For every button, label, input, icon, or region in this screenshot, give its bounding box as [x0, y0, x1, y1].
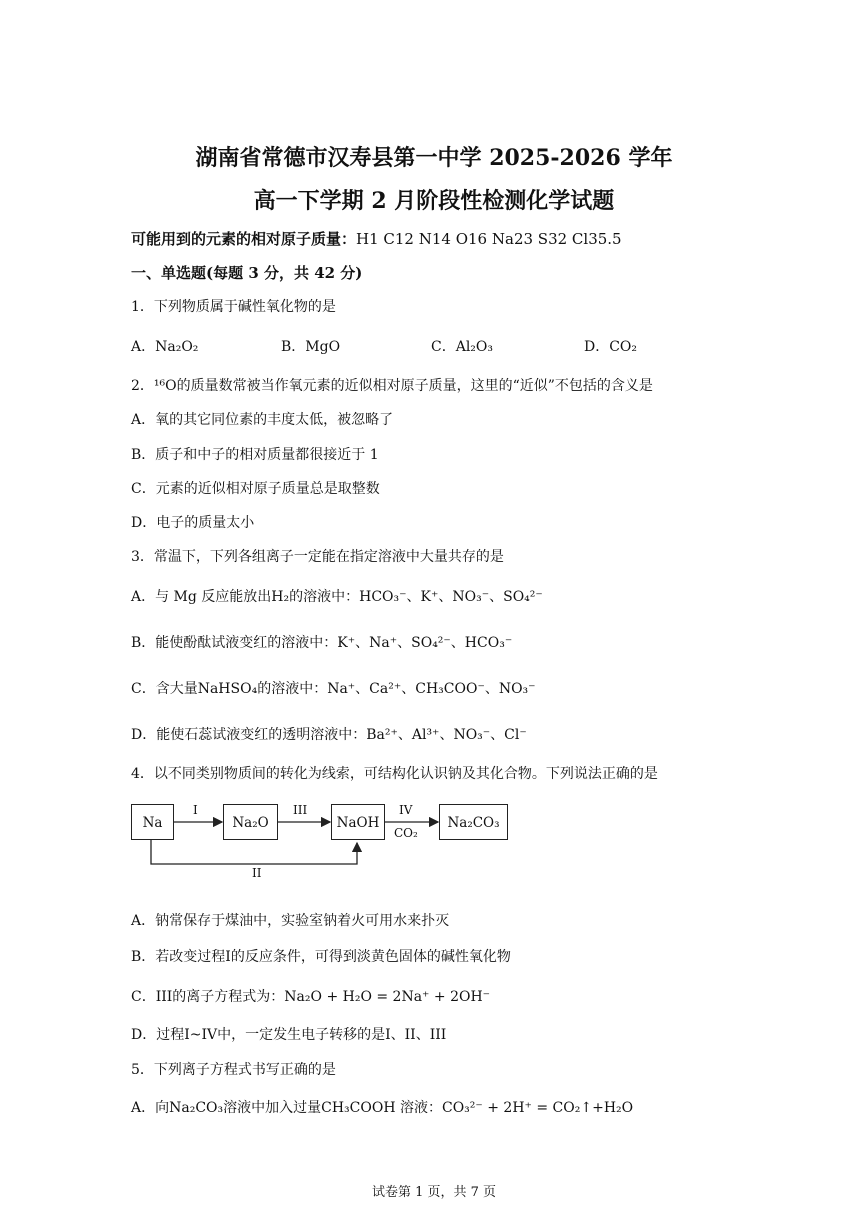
label-ii: II: [252, 866, 262, 880]
q4-option-a: A．钠常保存于煤油中，实验室钠着火可用水来扑灭: [131, 913, 450, 929]
atomic-masses: [131, 228, 622, 249]
question-5-stem: 5．下列离子方程式书写正确的是: [131, 1062, 336, 1078]
label-co2: CO₂: [394, 826, 418, 840]
question-3-stem: 3．常温下，下列各组离子一定能在指定溶液中大量共存的是: [131, 549, 504, 565]
q1-option-d: D．CO₂: [584, 339, 638, 355]
q2-option-c: C．元素的近似相对原子质量总是取整数: [131, 481, 380, 497]
q3-option-b: B．能使酚酞试液变红的溶液中：K⁺、Na⁺、SO₄²⁻、HCO₃⁻: [131, 635, 513, 651]
q1-option-c: C．Al₂O₃: [431, 339, 494, 355]
label-iii: III: [293, 803, 308, 817]
atomic-masses-values: H1 C12 N14 O16 Na23 S32 Cl35.5: [356, 230, 622, 248]
q4-option-c: C．III的离子方程式为：Na₂O + H₂O = 2Na⁺ + 2OH⁻: [131, 989, 491, 1005]
q3-option-d: D．能使石蕊试液变红的透明溶液中：Ba²⁺、Al³⁺、NO₃⁻、Cl⁻: [131, 727, 527, 743]
q2-option-d: D．电子的质量太小: [131, 515, 255, 531]
q4-option-d: D．过程I~IV中，一定发生电子转移的是I、II、III: [131, 1027, 447, 1043]
q2-option-b: B．质子和中子的相对质量都很接近于 1: [131, 447, 379, 463]
exam-title-line1: 湖南省常德市汉寿县第一中学 2025-2026 学年: [195, 145, 673, 171]
label-i: I: [193, 803, 198, 817]
arrow-ii: [151, 840, 357, 864]
section-heading: 一、单选题(每题 3 分，共 42 分): [131, 264, 363, 282]
node-na2o: Na₂O: [223, 804, 278, 840]
atomic-masses-label: 可能用到的元素的相对原子质量：: [131, 230, 357, 248]
q1-option-b: B．MgO: [281, 339, 341, 355]
q3-option-c: C．含大量NaHSO₄的溶液中：Na⁺、Ca²⁺、CH₃COO⁻、NO₃⁻: [131, 681, 536, 697]
q3-option-a: A．与 Mg 反应能放出H₂的溶液中：HCO₃⁻、K⁺、NO₃⁻、SO₄²⁻: [131, 589, 543, 605]
q2-option-a: A．氧的其它同位素的丰度太低，被忽略了: [131, 412, 394, 428]
question-2-stem: 2．¹⁶O的质量数常被当作氧元素的近似相对原子质量，这里的“近似”不包括的含义是: [131, 378, 653, 394]
q5-option-a: A．向Na₂CO₃溶液中加入过量CH₃COOH 溶液：CO₃²⁻ + 2H⁺ = CO₂↑+H₂O: [131, 1100, 634, 1116]
q4-option-b: B．若改变过程I的反应条件，可得到淡黄色固体的碱性氧化物: [131, 949, 511, 965]
page-footer: 试卷第 1 页，共 7 页: [371, 1185, 497, 1200]
node-na2co3: Na₂CO₃: [439, 804, 508, 840]
node-naoh: NaOH: [331, 804, 385, 840]
exam-title-line2: 高一下学期 2 月阶段性检测化学试题: [253, 188, 615, 214]
node-na: Na: [131, 804, 174, 840]
question-4-stem: 4．以不同类别物质间的转化为线索，可结构化认识钠及其化合物。下列说法正确的是: [131, 766, 658, 782]
q1-option-a: A．Na₂O₂: [131, 339, 199, 355]
question-1-stem: 1．下列物质属于碱性氧化物的是: [131, 299, 336, 315]
label-iv: IV: [399, 803, 413, 817]
